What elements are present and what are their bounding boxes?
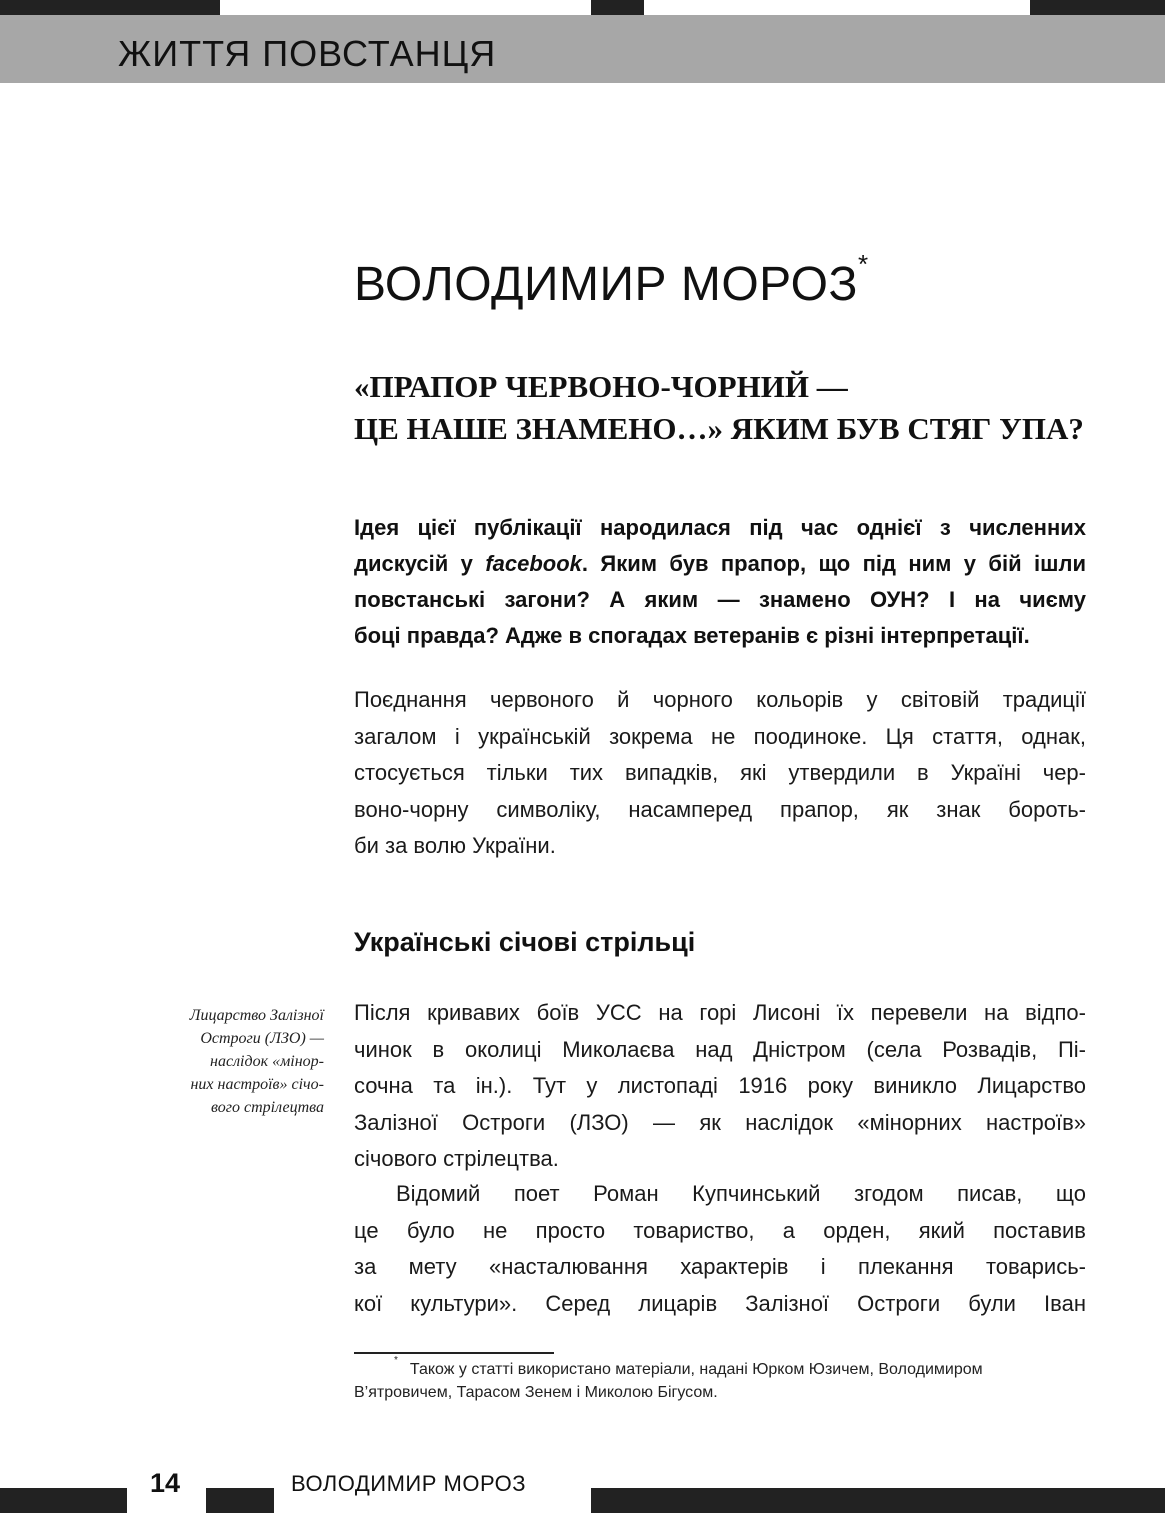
- margin-note-line: Остроги (ЛЗО) —: [200, 1030, 324, 1047]
- body-line: сочна та ін.). Тут у листопаді 1916 року виникло Лицарство: [354, 1073, 1086, 1098]
- footnote-text: Також у статті використано матеріали, надані Юрком Юзичем, Володимиром: [409, 1361, 983, 1378]
- top-decor-bar-middle: [591, 0, 644, 15]
- top-decor-bar-left: [0, 0, 220, 15]
- lead-line: повстанські загони? А яким — знамено ОУН? І на чиєму: [354, 587, 1086, 612]
- body-line: чинок в околиці Миколаєва над Дністром (села Розвадів, Пі-: [354, 1036, 1086, 1062]
- lead-emphasis: facebook: [485, 551, 582, 576]
- lead-line: [354, 546, 1086, 582]
- body-line: це було не просто товариство, а орден, який поставив: [354, 1217, 1086, 1243]
- lead-text: . Яким був прапор, що під ним у бій ішли: [581, 551, 1086, 576]
- author-name-text: ВОЛОДИМИР МОРОЗ: [354, 258, 858, 311]
- section-heading: Українські січові стрільці: [354, 927, 696, 957]
- body-line: кої культури». Серед лицарів Залізної Остроги були Іван: [354, 1290, 1086, 1316]
- margin-note-line: них настроїв» січо-: [190, 1076, 324, 1093]
- footnote-line: В’ятровичем, Тарасом Зенем і Миколою Бігусом.: [354, 1384, 718, 1401]
- body-line: за мету «насталювання характерів і плекання товарись-: [354, 1254, 1086, 1279]
- margin-note-line: наслідок «мінор-: [210, 1053, 324, 1070]
- footnote-mark: *: [394, 1354, 398, 1366]
- body-line: Залізної Остроги (ЛЗО) — як наслідок «мінорних настроїв»: [354, 1109, 1086, 1135]
- margin-note: [110, 1004, 324, 1119]
- body-line: Після кривавих боїв УСС на горі Лисоні їх перевели на відпо-: [354, 1000, 1086, 1025]
- margin-note-line: Лицарство Залізної: [189, 1007, 324, 1024]
- author-name: [354, 249, 869, 314]
- bottom-decor-bar-middle: [206, 1488, 274, 1513]
- bottom-decor-bar-left: [0, 1488, 127, 1513]
- section-paragraph-2: [354, 1176, 1086, 1322]
- body-line: січового стрілецтва.: [354, 1146, 559, 1171]
- section-paragraph-1: [354, 995, 1086, 1178]
- footnote-line: [354, 1354, 1086, 1381]
- body-line: воно-чорну символіку, насамперед прапор, як знак бороть-: [354, 796, 1086, 822]
- margin-note-line: вого стрілецтва: [211, 1099, 324, 1116]
- article-title-line: «ПРАПОР ЧЕРВОНО-ЧОРНИЙ —: [354, 369, 848, 404]
- bottom-decor-bar-right: [591, 1488, 1165, 1513]
- footnote: [354, 1354, 1086, 1404]
- running-head: ЖИТТЯ ПОВСТАНЦЯ: [118, 33, 497, 74]
- footer-author: ВОЛОДИМИР МОРОЗ: [291, 1471, 527, 1496]
- body-line: би за волю України.: [354, 833, 556, 858]
- article-title: [354, 366, 1114, 450]
- lead-line: боці правда? Адже в спогадах ветеранів є різні інтерпретації.: [354, 623, 1030, 648]
- body-line: стосується тільки тих випадків, які утвердили в Україні чер-: [354, 760, 1086, 785]
- lead-paragraph: [354, 510, 1086, 654]
- top-decor-bar-right: [1030, 0, 1165, 15]
- page-number: 14: [150, 1468, 181, 1498]
- author-footnote-mark[interactable]: *: [857, 249, 869, 279]
- article-title-line: ЦЕ НАШЕ ЗНАМЕНО…» ЯКИМ БУВ СТЯГ УПА?: [354, 411, 1084, 446]
- lead-line: Ідея цієї публікації народилася під час однієї з численних: [354, 515, 1086, 540]
- lead-text: дискусій у: [354, 551, 486, 576]
- body-line: Відомий поет Роман Купчинський згодом писав, що: [396, 1181, 1086, 1206]
- body-line: Поєднання червоного й чорного кольорів у світовій традиції: [354, 687, 1086, 712]
- footnote-divider: [354, 1352, 554, 1354]
- intro-paragraph: [354, 682, 1086, 865]
- body-line: загалом і українській зокрема не поодиноке. Ця стаття, однак,: [354, 723, 1086, 749]
